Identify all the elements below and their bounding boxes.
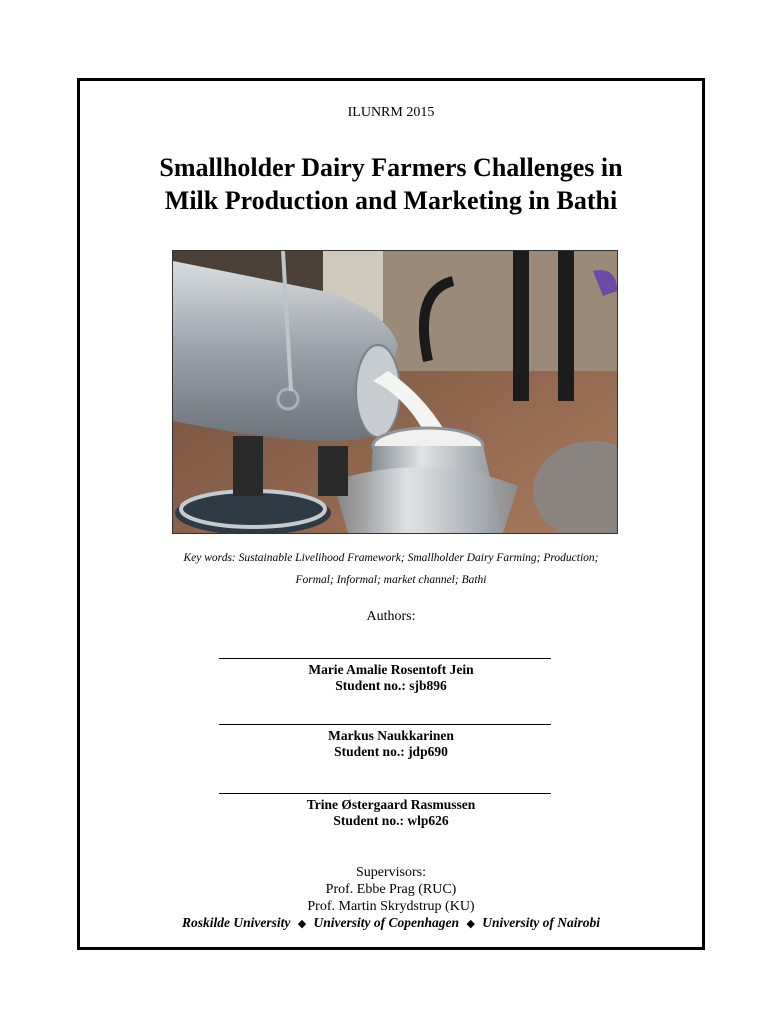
author-name: Trine Østergaard Rasmussen: [306, 797, 476, 812]
universities-line: [80, 915, 702, 931]
university-name: University of Copenhagen: [313, 915, 460, 930]
author-student-no: Student no.: wlp626: [333, 813, 449, 828]
signature-line: [219, 658, 551, 659]
document-title: [80, 151, 702, 217]
university-name: Roskilde University: [181, 915, 291, 930]
author-block: [80, 662, 702, 694]
supervisors-label: Supervisors:: [356, 865, 426, 880]
authors-label: Authors:: [366, 609, 416, 624]
author-student-no: Student no.: sjb896: [335, 678, 447, 693]
supervisor-name: Prof. Ebbe Prag (RUC): [325, 882, 457, 897]
diamond-separator-icon: ◆: [466, 918, 475, 930]
keywords-line-1: Key words: Sustainable Livelihood Framework; Smallholder Dairy Farming; Production;: [183, 552, 599, 564]
milk-pouring-illustration: [173, 251, 617, 533]
cover-photo-milk-pouring: [172, 250, 618, 534]
keywords-line-2: Formal; Informal; market channel; Bathi: [295, 574, 487, 586]
author-name: Markus Naukkarinen: [328, 728, 454, 743]
author-name: Marie Amalie Rosentoft Jein: [308, 662, 474, 677]
signature-line: [219, 724, 551, 725]
keywords: [80, 547, 702, 591]
signature-line: [219, 793, 551, 794]
supervisors-block: [80, 864, 702, 915]
diamond-separator-icon: ◆: [297, 918, 307, 930]
author-block: [80, 797, 702, 829]
university-name: University of Nairobi: [482, 915, 601, 930]
supervisor-name: Prof. Martin Skrydstrup (KU): [307, 899, 475, 914]
cover-frame: [77, 78, 705, 950]
title-line-1: Smallholder Dairy Farmers Challenges in: [159, 153, 623, 182]
title-line-2: Milk Production and Marketing in Bathi: [164, 186, 618, 215]
author-student-no: Student no.: jdp690: [334, 744, 448, 759]
conference-label: ILUNRM 2015: [347, 105, 435, 120]
author-block: [80, 728, 702, 760]
